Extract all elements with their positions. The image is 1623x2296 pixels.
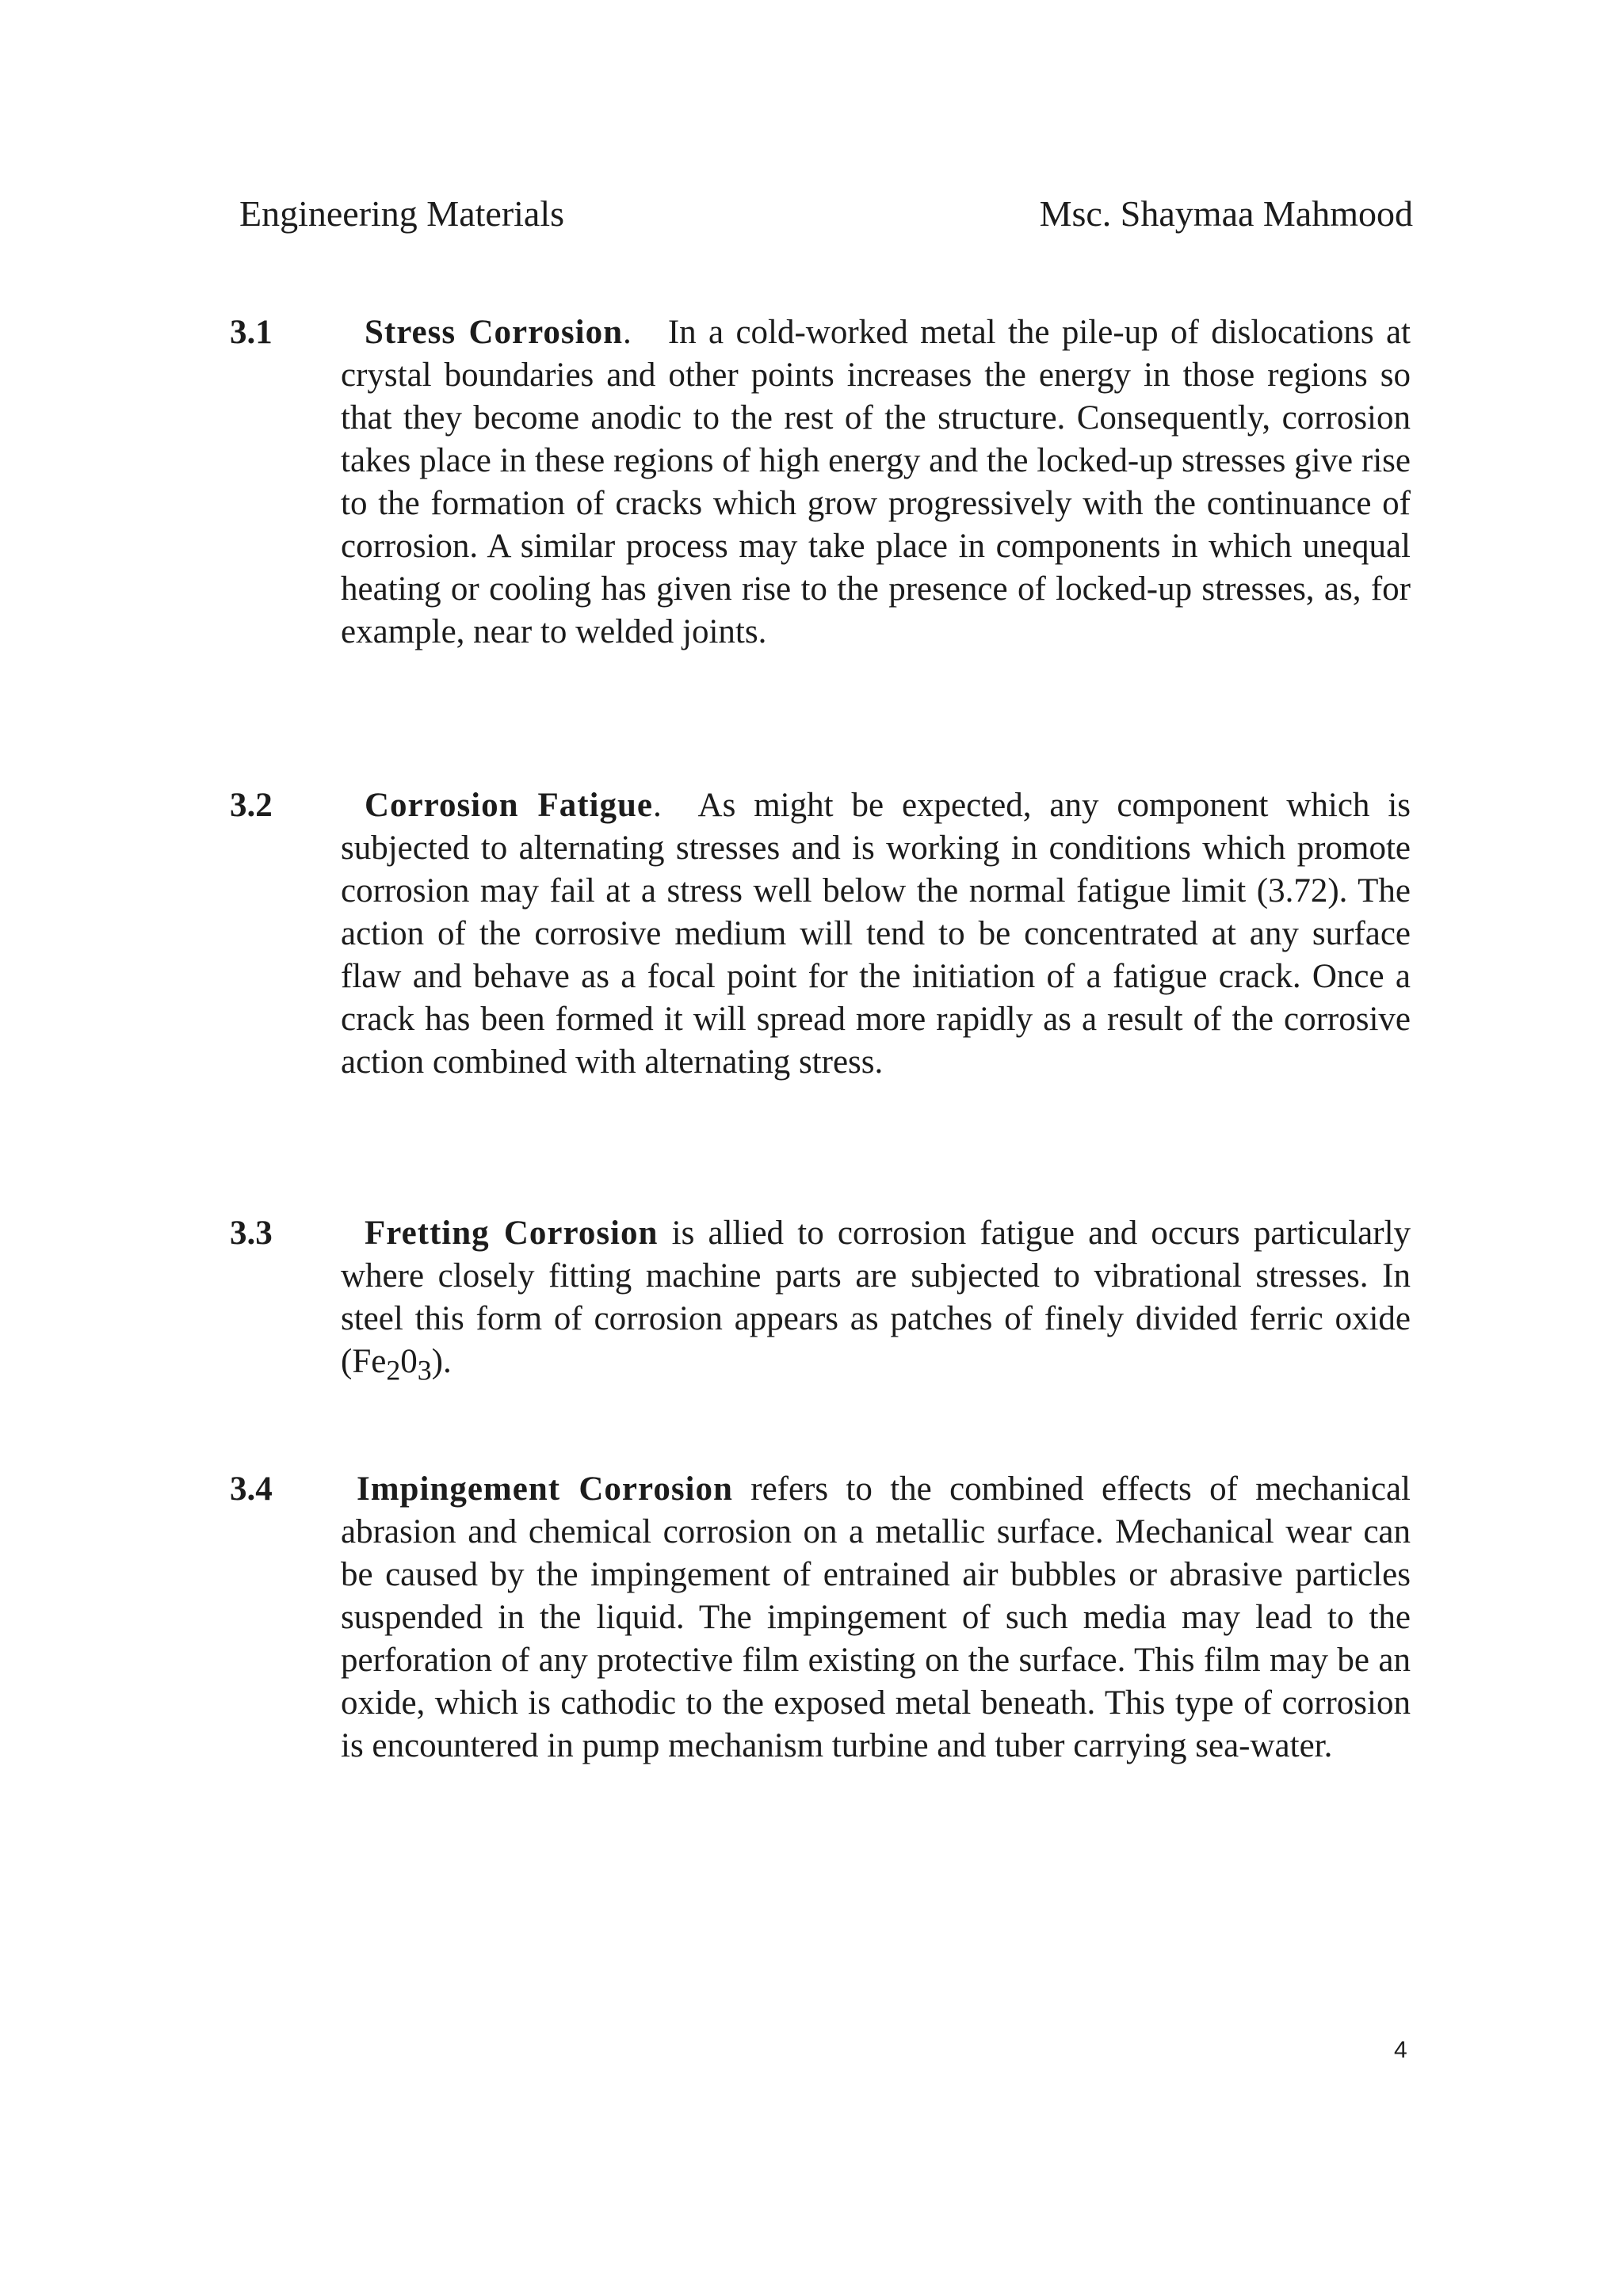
section-heading: Stress Corrosion (365, 314, 623, 351)
heading-suffix: . (623, 314, 632, 351)
chemical-formula: $Fe_20_3$ (352, 1343, 432, 1386)
heading-suffix: . (652, 787, 662, 824)
section-body: is allied to corrosion fatigue and occurs particularly where closely fitting machine parts are subjected to vibrational stresses. In steel this form of corrosion appears as patches of finely divided ferric oxide ( (341, 1215, 1411, 1380)
section-heading: Impingement Corrosion (357, 1470, 733, 1508)
section-body: As might be expected, any component which is subjected to alternating stresses and is working in conditions which promote corrosion may fail at a stress well below the normal fatigue limit (3.72). The action of the corrosive medium will tend to be concentrated at any surface flaw and behave as a focal point for the initiation of a fatigue crack. Once a crack has been formed it will spread more rapidly as a result of the corrosive action combined with alternating stress. (341, 787, 1411, 1081)
section-corrosion-fatigue (230, 784, 1411, 1084)
section-number: 3.1 (230, 314, 273, 351)
header-course-title: Engineering Materials (239, 193, 565, 234)
section-heading: Fretting Corrosion (365, 1215, 659, 1252)
section-body: In a cold-worked metal the pile-up of dislocations at crystal boundaries and other points increases the energy in those regions so that they become anodic to the rest of the structure. Consequently, corrosion takes place in these regions of high energy and the locked-up stresses give rise to the formation of cracks which grow progressively with the continuance of corrosion. A similar process may take place in components in which unequal heating or cooling has given rise to the presence of locked-up stresses, as, for example, near to welded joints. (341, 314, 1411, 650)
header-author: Msc. Shaymaa Mahmood (1039, 193, 1413, 234)
section-number: 3.4 (230, 1470, 273, 1508)
section-body-end: ). (431, 1343, 452, 1380)
section-fretting-corrosion (230, 1212, 1411, 1392)
section-stress-corrosion (230, 311, 1411, 654)
section-number: 3.2 (230, 787, 273, 824)
page-number: 4 (1394, 2037, 1407, 2063)
section-impingement-corrosion (230, 1468, 1411, 1768)
section-heading: Corrosion Fatigue (365, 787, 653, 824)
section-number: 3.3 (230, 1215, 273, 1252)
section-body: refers to the combined effects of mechanical abrasion and chemical corrosion on a metallic surface. Mechanical wear can be caused by the impingement of entrained air bubbles or abrasive particles suspended in the liquid. The impingement of such media may lead to the perforation of any protective film existing on the surface. This film may be an oxide, which is cathodic to the exposed metal beneath. This type of corrosion is encountered in pump mechanism turbine and tuber carrying sea-water. (341, 1470, 1411, 1764)
